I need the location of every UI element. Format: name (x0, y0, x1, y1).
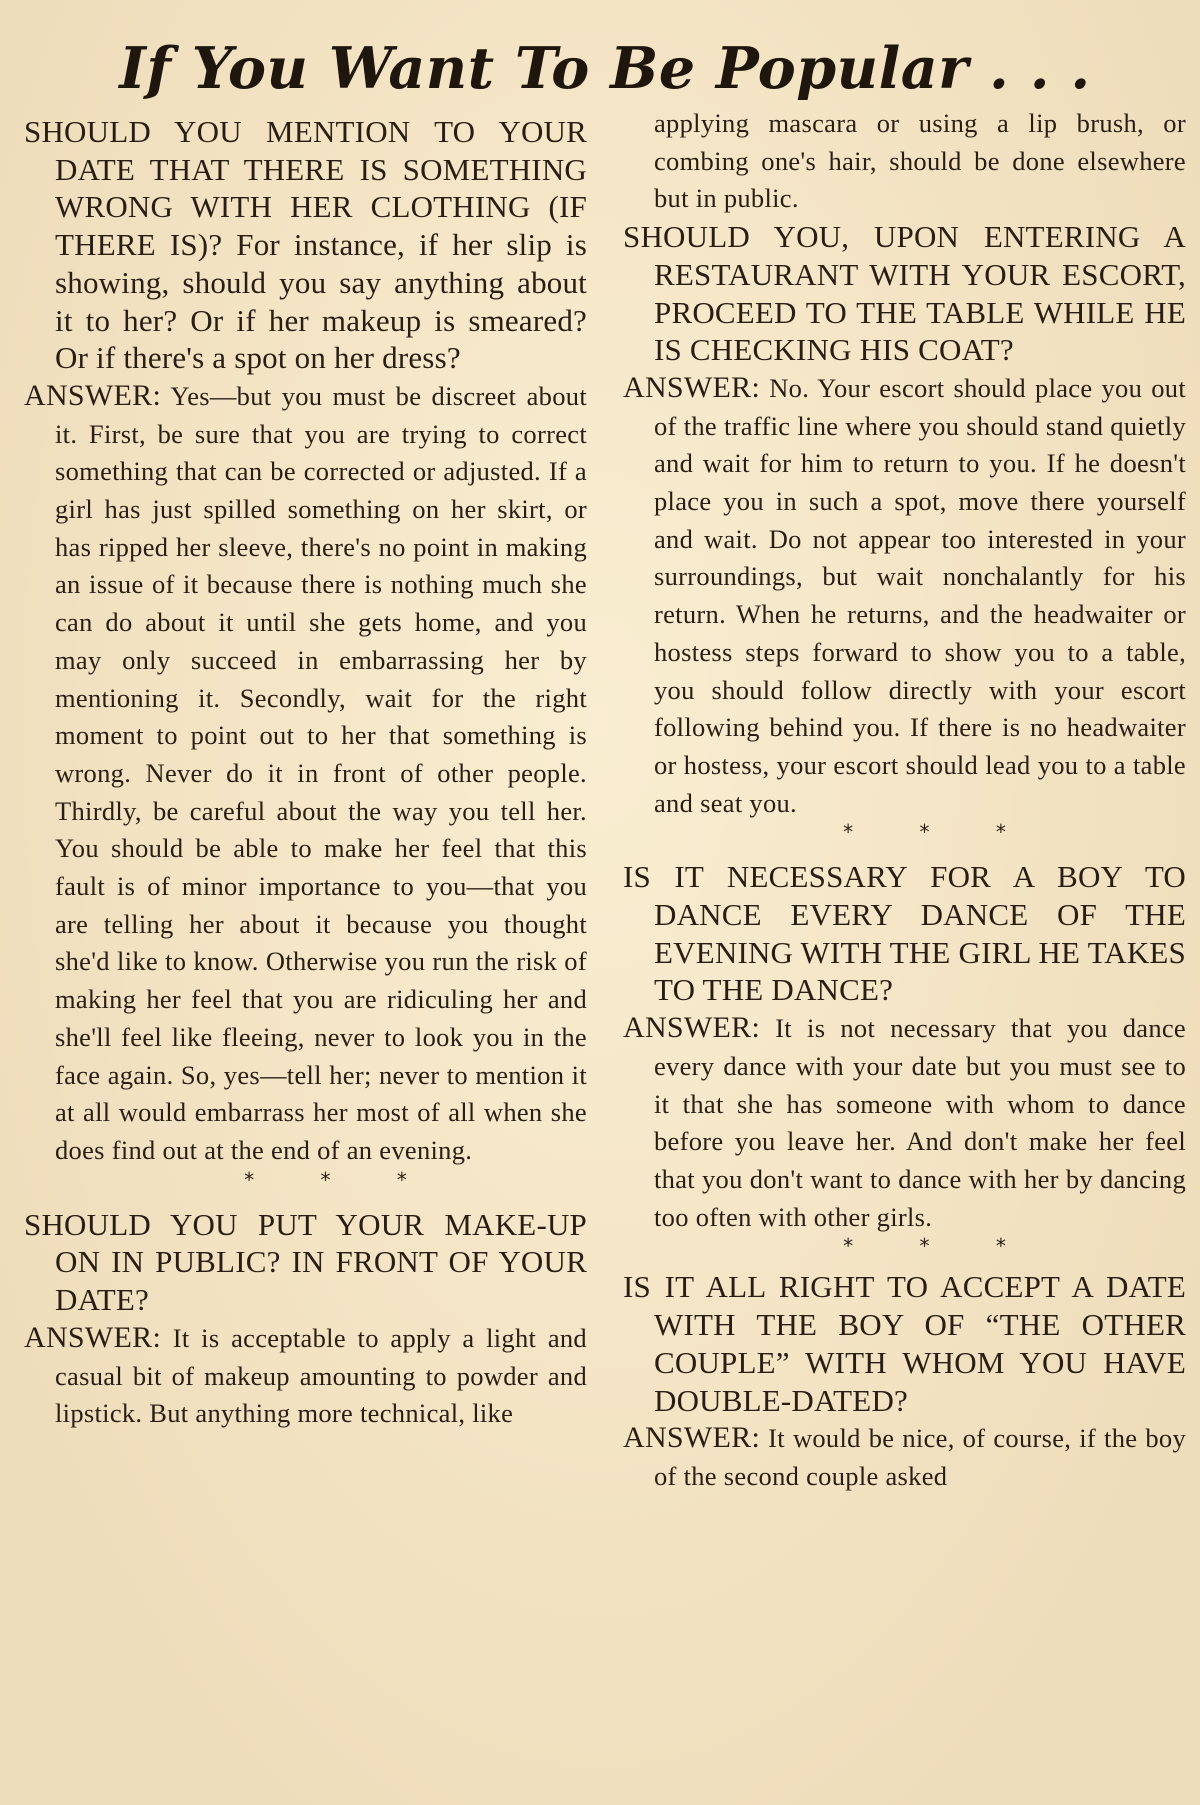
answer-makeup-public (24, 1319, 587, 1433)
answer-label: ANSWER: (24, 1320, 162, 1354)
answer-text: It is acceptable to apply a light and casual bit of makeup amounting to powder and lipstick. But anything more technical, like (55, 1322, 587, 1429)
question-mention-clothing (24, 113, 587, 377)
answer-restaurant-coat (623, 369, 1186, 822)
answer-text: It is not necessary that you dance every dance with your date but you must see to it that she has someone with whom to dance before you leave her. And don't make her feel that you don't want to dance with her by dancing too often with other girls. (654, 1013, 1186, 1232)
answer-text: It would be nice, of course, if the boy of the second couple asked (654, 1423, 1186, 1491)
question-makeup-public: SHOULD YOU PUT YOUR MAKE-UP ON IN PUBLIC? IN FRONT OF YOUR DATE? (24, 1206, 587, 1318)
answer-label: ANSWER: (623, 370, 761, 404)
qa-item-every-dance (623, 858, 1186, 1236)
section-separator: * * * (843, 820, 1006, 845)
question-detail: For instance, if her slip is showing, should you say anything about it to her? Or if her makeup is smeared? Or if there's a spot on her dress? (55, 227, 587, 376)
article-columns (24, 108, 1186, 1496)
section-separator: * * * (244, 1167, 407, 1192)
section-separator: * * * (843, 1234, 1006, 1259)
question-other-couple: IS IT ALL RIGHT TO ACCEPT A DATE WITH THE BOY OF “THE OTHER COUPLE” WITH WHOM YOU HAVE DOUBLE-DATED? (623, 1269, 1186, 1418)
answer-other-couple (623, 1419, 1186, 1495)
answer-text: No. Your escort should place you out of the traffic line where you should stand quietly and wait for him to return to you. If he doesn't place you in such a spot, move there yourself and wait. Do not appear too interested in your surroundings, but wait nonchalantly for his return. When he returns, and the headwaiter or hostess steps forward to show you to a table, you should follow directly with your escort following behind you. If there is no headwaiter or hostess, your escort should lead you to a table and seat you. (654, 372, 1186, 818)
question-text: SHOULD YOU MENTION TO YOUR DATE THAT THERE IS SOMETHING WRONG WITH HER CLOTHING (IF THERE IS)? (24, 114, 587, 263)
qa-item-mention-clothing (24, 113, 587, 1170)
answer-every-dance (623, 1009, 1186, 1236)
qa-item-restaurant-coat (623, 218, 1186, 822)
page-title: If You Want To Be Popular . . . (119, 35, 1091, 102)
answer-label: ANSWER: (623, 1421, 761, 1455)
qa-item-other-couple (623, 1268, 1186, 1495)
answer-text: Yes—but you must be discreet about it. First, be sure that you are trying to correct something that can be corrected or adjusted. If a girl has just spilled something on her skirt, or has ripped her sleeve, there's no point in making an issue of it because there is nothing much she can do about it until she gets home, and you may only succeed in embarrassing her by mentioning it. Secondly, wait for the right moment to point out to her that something is wrong. Never do it in front of other people. Thirdly, be careful about the way you tell her. You should be able to make her feel that this fault is of minor importance to you—that you are telling her about it because you thought she'd like to know. Otherwise you run the risk of making her feel that you are ridiculing her and she'll feel like fleeing, never to look you in the face again. So, yes—tell her; never to mention it at all would embarrass her most of all when she does find out at the end of an evening. (55, 380, 587, 1165)
question-restaurant-coat: SHOULD YOU, UPON ENTERING A RESTAURANT WITH YOUR ESCORT, PROCEED TO THE TABLE WHILE HE IS CHECKING HIS COAT? (623, 219, 1186, 368)
answer-makeup-public-continued: applying mascara or using a lip brush, or combing one's hair, should be done elsewhere but in public. (654, 108, 1186, 214)
answer-label: ANSWER: (623, 1011, 761, 1045)
question-every-dance: IS IT NECESSARY FOR A BOY TO DANCE EVERY DANCE OF THE EVENING WITH THE GIRL HE TAKES TO THE DANCE? (623, 859, 1186, 1008)
right-column (623, 105, 1186, 1496)
qa-item-makeup-public (24, 1206, 587, 1433)
answer-label: ANSWER: (24, 378, 162, 412)
left-column (24, 113, 587, 1496)
answer-mention-clothing (24, 377, 587, 1170)
